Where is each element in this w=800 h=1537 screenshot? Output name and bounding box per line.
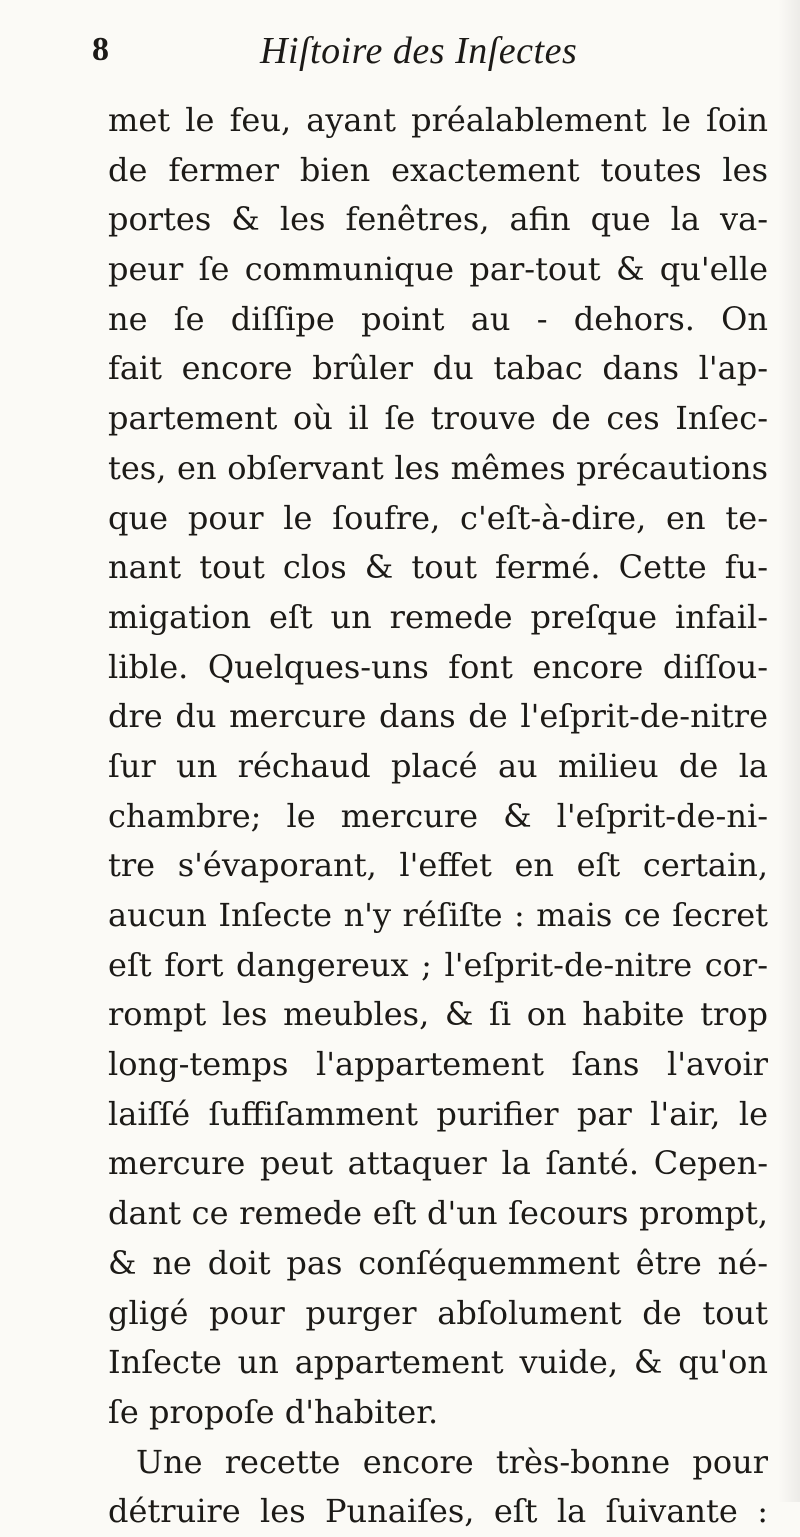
text-line: ſe propoſe d'habiter. <box>108 1392 439 1431</box>
text-line: dant ce remede eſt d'un ſecours prompt, <box>108 1194 768 1233</box>
text-line: laiſſé ſuffiſamment purifier par l'air, le <box>108 1094 768 1133</box>
page-number: 8 <box>92 31 109 68</box>
text-line: mercure peut attaquer la ſanté. Cepen- <box>108 1144 768 1183</box>
running-title: Hiſtoire des Inſectes <box>260 30 578 72</box>
text-line: portes & les fenêtres, afin que la va- <box>108 200 768 239</box>
text-line: long-temps l'appartement ſans l'avoir <box>108 1045 768 1084</box>
text-line: lible. Quelques-uns font encore diſſou- <box>108 647 768 686</box>
text-line: migation eſt un remede preſque infail- <box>108 597 768 636</box>
text-line: chambre; le mercure & l'eſprit-de-ni- <box>108 796 768 835</box>
page-edge-shadow <box>778 0 800 1502</box>
text-line: que pour le ſoufre, c'eſt-à-dire, en te- <box>108 498 768 537</box>
text-line: gligé pour purger abſolument de tout <box>108 1293 768 1332</box>
text-line: de fermer bien exactement toutes les <box>108 150 768 189</box>
text-line: met le feu, ayant préalablement le ſoin <box>108 101 768 139</box>
text-line: & ne doit pas conſéquemment être né- <box>108 1243 768 1282</box>
page-header <box>92 30 752 80</box>
text-line: ſur un réchaud placé au milieu de la <box>108 746 768 785</box>
text-line: rompt les meubles, & ſi on habite trop <box>108 995 768 1034</box>
text-line: tes, en obſervant les mêmes précautions <box>108 448 768 487</box>
text-line: dre du mercure dans de l'eſprit-de-nitre <box>108 697 768 736</box>
text-line: détruire les Punaiſes, eſt la ſuivante : <box>108 1492 768 1531</box>
text-line: peur ſe communique par-tout & qu'elle <box>108 250 768 289</box>
text-line: eſt fort dangereux ; l'eſprit-de-nitre cor- <box>108 945 768 984</box>
text-line: tre s'évaporant, l'effet en eſt certain, <box>108 846 768 885</box>
text-line: Une recette encore très-bonne pour <box>136 1442 768 1481</box>
text-line: Inſecte un appartement vuide, & qu'on <box>108 1343 768 1382</box>
text-line: partement où il ſe trouve de ces Inſec- <box>108 399 768 438</box>
text-line: nant tout clos & tout fermé. Cette fu- <box>108 548 768 587</box>
text-line: fait encore brûler du tabac dans l'ap- <box>108 349 768 388</box>
text-line: aucun Inſecte n'y réſiſte : mais ce ſecret <box>108 896 768 934</box>
body-text <box>108 96 768 1537</box>
text-line: ne ſe diſſipe point au - dehors. On <box>108 299 768 338</box>
